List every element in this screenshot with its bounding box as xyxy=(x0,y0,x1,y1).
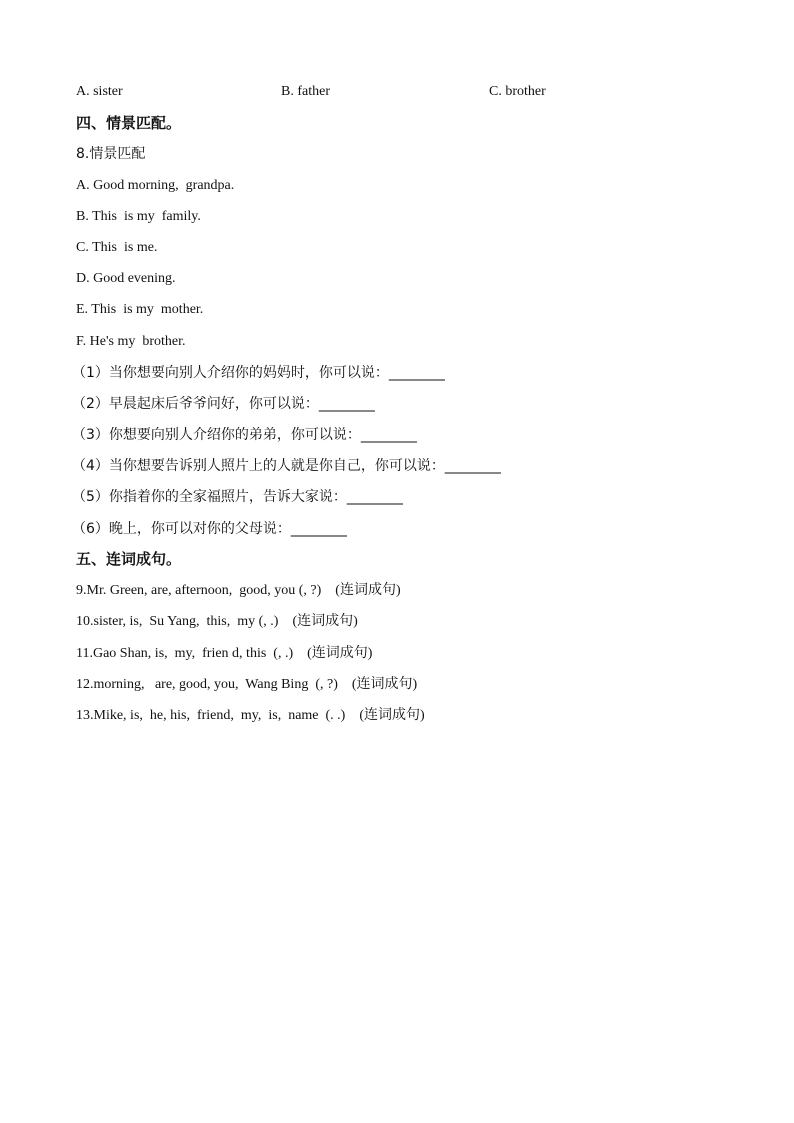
scenario-2: （2）早晨起床后爷爷问好，你可以说：________ xyxy=(72,396,375,412)
scenario-5: （5）你指着你的全家福照片，告诉大家说：________ xyxy=(72,489,403,505)
choice-a: A. Good morning, grandpa. xyxy=(76,178,235,193)
option-b: B. father xyxy=(281,84,330,99)
section4-heading: 四、情景匹配。 xyxy=(76,114,182,132)
option-a: A. sister xyxy=(76,84,123,99)
option-c: C. brother xyxy=(489,84,546,99)
question-11: 11.Gao Shan, is, my, frien d, this (, .) (连词成句) xyxy=(76,646,373,661)
question-8-title: 8.情景匹配 xyxy=(76,146,146,162)
scenario-1: （1）当你想要向别人介绍你的妈妈时，你可以说：________ xyxy=(72,365,445,381)
choice-e: E. This is my mother. xyxy=(76,302,204,317)
scenario-6: （6）晚上，你可以对你的父母说：________ xyxy=(72,521,347,537)
question-12: 12.morning, are, good, you, Wang Bing (, ?) (连词成句) xyxy=(76,677,418,692)
choice-c: C. This is me. xyxy=(76,240,158,255)
choice-b: B. This is my family. xyxy=(76,209,201,224)
question-10: 10.sister, is, Su Yang, this, my (, .) (连词成句) xyxy=(76,614,358,629)
section5-heading: 五、连词成句。 xyxy=(76,550,182,568)
question-13: 13.Mike, is, he, his, friend, my, is, name (. .) (连词成句) xyxy=(76,708,425,723)
scenario-4: （4）当你想要告诉别人照片上的人就是你自己，你可以说：________ xyxy=(72,458,501,474)
scenario-3: （3）你想要向别人介绍你的弟弟，你可以说：________ xyxy=(72,427,417,443)
question-9: 9.Mr. Green, are, afternoon, good, you (, ?) (连词成句) xyxy=(76,583,401,598)
choice-d: D. Good evening. xyxy=(76,271,176,286)
choice-f: F. He's my brother. xyxy=(76,334,186,349)
